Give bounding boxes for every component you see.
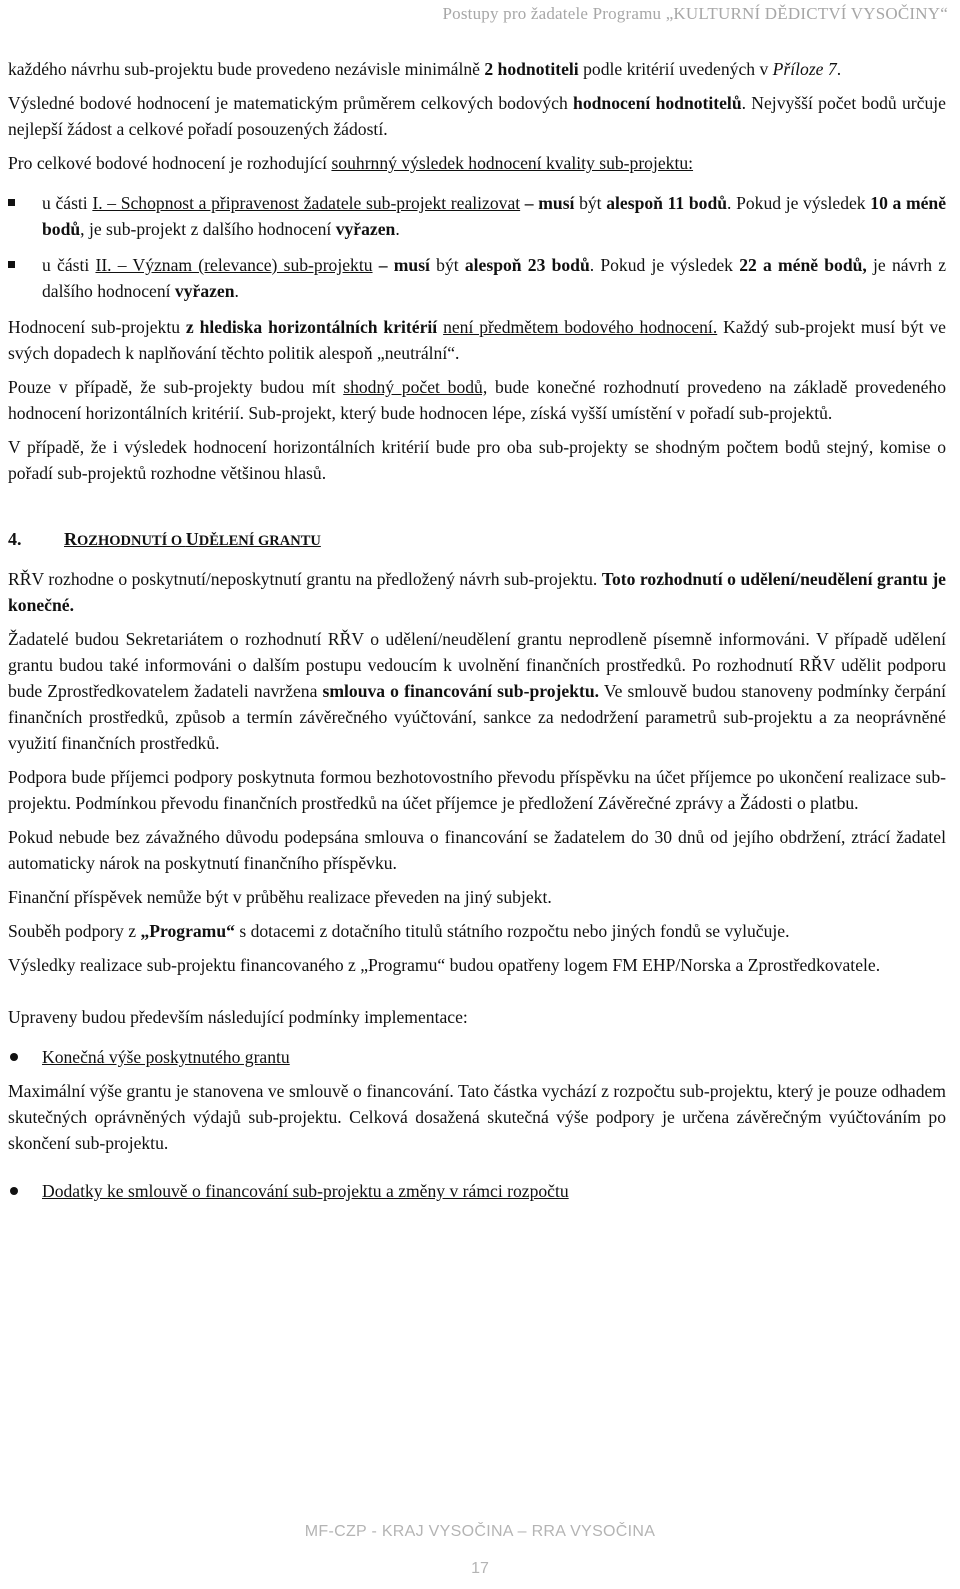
- section-heading: 4. ROZHODNUTÍ O UDĚLENÍ GRANTU: [8, 529, 321, 549]
- paragraph-overall: Pro celkové bodové hodnocení je rozhodující souhrnný výsledek hodnocení kvality sub-projektu:: [8, 153, 694, 173]
- paragraph-notification: Žadatelé budou Sekretariátem o rozhodnutí RŘV o udělení/neudělení grantu neprodleně písemně informováni. V případě udělení grantu budou také informováni o dalším postupu vedoucím k uvolnění finančních prostředků. Po rozhodnutí RŘV udělit podporu bude Zprostředkovatelem žadateli navržena smlouva o financování sub-projektu. Ve smlouvě budou stanoveny podmínky čerpání finančních prostředků, způsob a termín závěrečného vyúčtování, sankce za nedodržení parametrů sub-projektu a za neoprávněné využití finančních prostředků.: [8, 629, 946, 753]
- paragraph-conditions: Upraveny budou především následující podmínky implementace:: [8, 1007, 468, 1027]
- paragraph-evaluators: každého návrhu sub-projektu bude provedeno nezávisle minimálně 2 hodnotiteli podle kritérií uvedených v Příloze 7.: [8, 59, 842, 79]
- bullet-amendments: Dodatky ke smlouvě o financování sub-projektu a změny v rámci rozpočtu: [8, 1178, 946, 1204]
- running-header: Postupy pro žadatele Programu „KULTURNÍ DĚDICTVÍ VYSOČINY“: [442, 4, 948, 23]
- footer-text: MF-CZP - KRAJ VYSOČINA – RRA VYSOČINA: [304, 1523, 656, 1540]
- paragraph-max-grant: Maximální výše grantu je stanovena ve smlouvě o financování. Tato částka vychází z rozpočtu sub-projektu, který je pouze odhadem skutečných oprávněných výdajů sub-projektu. Celková dosažená skutečná výše podpory je určena závěrečným vyúčtováním po skončení sub-projektu.: [8, 1081, 946, 1153]
- criteria-list: [8, 190, 946, 304]
- list-item-part-1: u části I. – Schopnost a připravenost žadatele sub-projekt realizovat – musí být alespoň 11 bodů. Pokud je výsledek 10 a méně bodů, je sub-projekt z dalšího hodnocení vyřazen.: [8, 190, 946, 242]
- bullet-icon: [10, 1187, 18, 1195]
- paragraph-decision: RŘV rozhodne o poskytnutí/neposkytnutí grantu na předložený návrh sub-projektu. Toto rozhodnutí o udělení/neudělení grantu je konečné.: [8, 569, 946, 615]
- square-bullet-icon: [8, 199, 15, 206]
- paragraph-horizontal: Hodnocení sub-projektu z hlediska horizontálních kritérií není předmětem bodového hodnocení. Každý sub-projekt musí být ve svých dopadech k naplňování těchto politik alespoň „neutrální“.: [8, 317, 946, 363]
- paragraph-concurrence: Souběh podpory z „Programu“ s dotacemi z dotačního titulů státního rozpočtu nebo jiných fondů se vylučuje.: [8, 921, 790, 941]
- bullet-icon: [10, 1053, 18, 1061]
- paragraph-average: Výsledné bodové hodnocení je matematickým průměrem celkových bodových hodnocení hodnotitelů. Nejvyšší počet bodů určuje nejlepší žádost a celkové pořadí posouzených žádostí.: [8, 93, 946, 139]
- paragraph-payment: Podpora bude příjemci podpory poskytnuta formou bezhotovostního převodu příspěvku na účet příjemce po ukončení realizace sub-projektu. Podmínkou převodu finančních prostředků na účet příjemce je předložení Závěrečné zprávy a Žádosti o platbu.: [8, 767, 946, 813]
- paragraph-commission: V případě, že i výsledek hodnocení horizontálních kritérií bude pro oba sub-projekty se shodným počtem bodů stejný, komise o pořadí sub-projektů rozhodne většinou hlasů.: [8, 437, 946, 483]
- bullet-grant-amount: Konečná výše poskytnutého grantu: [8, 1044, 946, 1070]
- paragraph-deadline: Pokud nebude bez závažného důvodu podepsána smlouva o financování se žadatelem do 30 dnů od jejího obdržení, ztrácí žadatel automaticky nárok na poskytnutí finančního příspěvku.: [8, 827, 946, 873]
- paragraph-logo: Výsledky realizace sub-projektu financovaného z „Programu“ budou opatřeny logem FM EHP/Norska a Zprostředkovatele.: [8, 955, 881, 975]
- page-number: 17: [471, 1560, 489, 1577]
- square-bullet-icon: [8, 261, 15, 268]
- paragraph-transfer: Finanční příspěvek nemůže být v průběhu realizace převeden na jiný subjekt.: [8, 887, 552, 907]
- section-title: ROZHODNUTÍ O UDĚLENÍ GRANTU: [64, 529, 321, 549]
- paragraph-tie: Pouze v případě, že sub-projekty budou mít shodný počet bodů, bude konečné rozhodnutí provedeno na základě provedeného hodnocení horizontálních kritérií. Sub-projekt, který bude hodnocen lépe, získá vyšší umístění v pořadí sub-projektů.: [8, 377, 946, 423]
- document-body: [8, 56, 946, 1212]
- list-item-part-2: u části II. – Význam (relevance) sub-projektu – musí být alespoň 23 bodů. Pokud je výsledek 22 a méně bodů, je návrh z dalšího hodnocení vyřazen.: [8, 252, 946, 304]
